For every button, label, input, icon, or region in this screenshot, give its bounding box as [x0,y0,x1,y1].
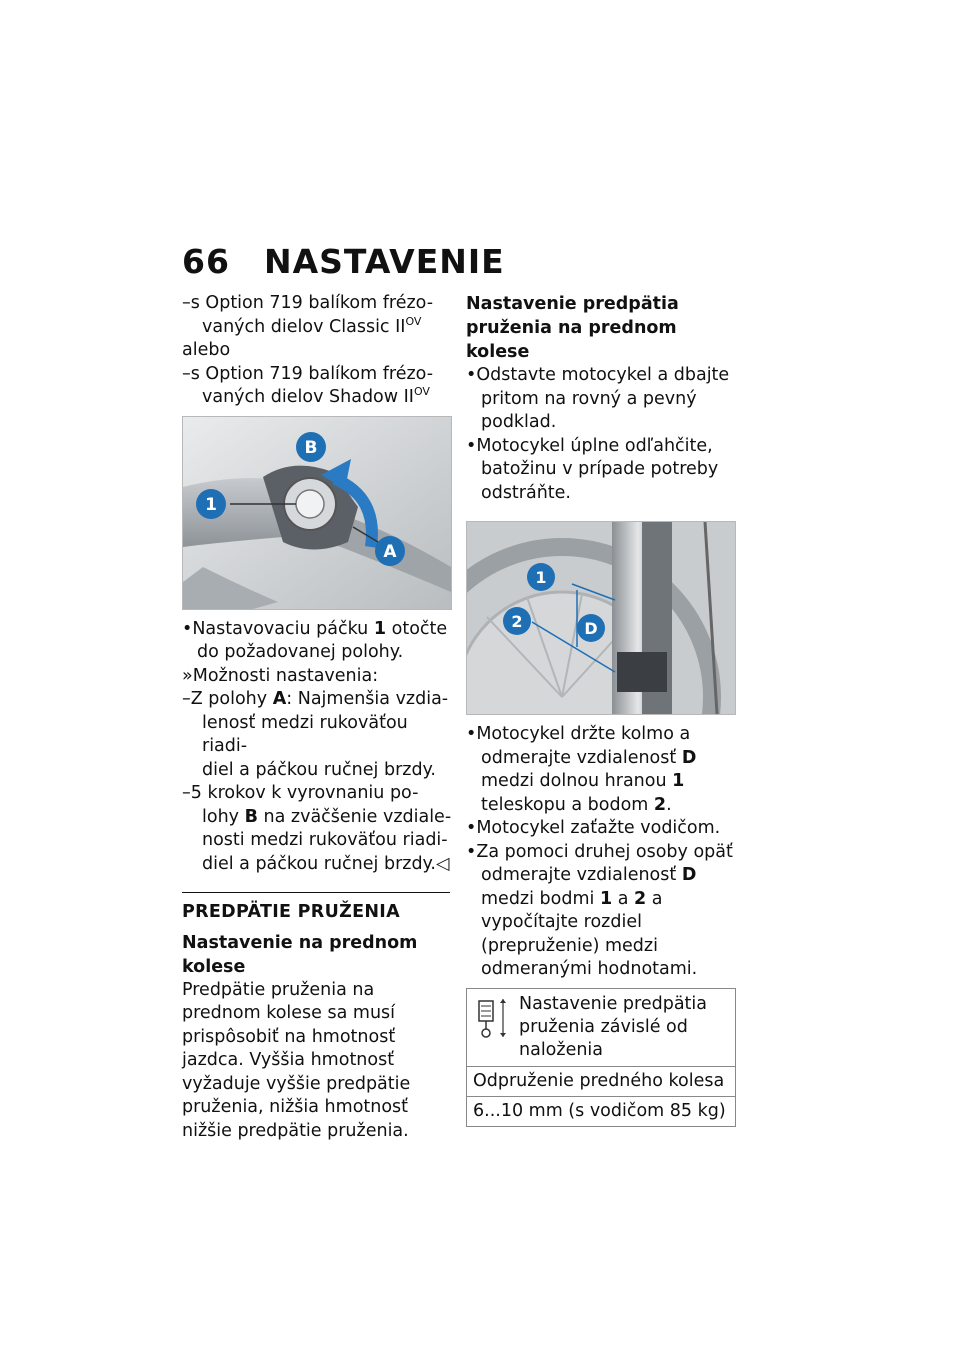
callout-1: 1 [535,568,547,587]
end-mark: ◁ [436,853,450,874]
left-column [182,292,452,1143]
step-turn-lever: •Nastavovaciu páčku 1 otočte do požadovanej polohy. [182,618,448,662]
step-load-rider: •Motocykel zaťažte vodičom. [466,818,721,838]
spec-table [466,988,736,1127]
right-subsection-title: Nastavenie predpätia pruženia na prednom kolese [466,294,679,362]
option-b: –5 krokov k vyrovnaniu po- lohy B na zväčšenie vzdiale- nosti medzi rukoväťou riadi- diel a páčkou ručnej brzdy.◁ [182,783,452,874]
page-number: 66 [182,242,230,281]
preload-paragraph: Predpätie pruženia na prednom kolese sa musí prispôsobiť na hmotnosť jazdca. Vyššia hmotnosť vyžaduje vyššie predpätie pruženia, nižšia hmotnosť nižšie predpätie pruženia. [182,979,411,1141]
option-a: –Z polohy A: Najmenšia vzdia- lenosť medzi rukoväťou riadi- diel a páčkou ručnej brzdy. [182,689,449,780]
spec-header [467,989,735,1066]
lever-figure [182,416,452,610]
callout-2: 2 [511,612,523,631]
fork-figure [466,521,736,715]
section-title: PREDPÄTIE PRUŽENIA [182,902,400,922]
alebo-text: alebo [182,340,231,360]
option-classic: –s Option 719 balíkom frézo- vaných dielov Classic $II^{OV}$ [182,293,434,337]
page-header [182,242,505,281]
callout-a: A [383,541,397,562]
spec-row-label: Odpruženie predného kolesa [467,1066,735,1096]
option-shadow: –s Option 719 balíkom frézo- vaných dielov Shadow $II^{OV}$ [182,363,434,407]
options-title: »Možnosti nastavenia: [182,665,379,686]
right-column [466,292,736,1127]
step-unload: •Motocykel úplne odľahčite, batožinu v prípade potreby odstráňte. [466,435,719,503]
subsection-title: Nastavenie na prednom kolese [182,932,418,977]
step-measure: •Motocykel držte kolmo a odmerajte vzdialenosť D medzi dolnou hranou 1 teleskopu a bodom 2. [466,724,697,815]
section-divider [182,892,450,893]
page-title: NASTAVENIE [264,242,505,281]
spec-header-text: Nastavenie predpätia pruženia závislé od naloženia [519,993,707,1060]
step-remeasure: •Za pomoci druhej osoby opäť odmerajte vzdialenosť D medzi bodmi 1 a 2 a vypočítajte rozdiel (prepruženie) medzi odmeranými hodnotami. [466,841,733,979]
callout-b: B [304,437,318,458]
callout-1: 1 [205,494,217,515]
spring-gauge-icon [477,997,511,1039]
callout-d: D [584,619,598,638]
spec-row-value: 6...10 mm (s vodičom 85 kg) [467,1096,735,1126]
step-park: •Odstavte motocykel a dbajte pritom na rovný a pevný podklad. [466,365,730,432]
